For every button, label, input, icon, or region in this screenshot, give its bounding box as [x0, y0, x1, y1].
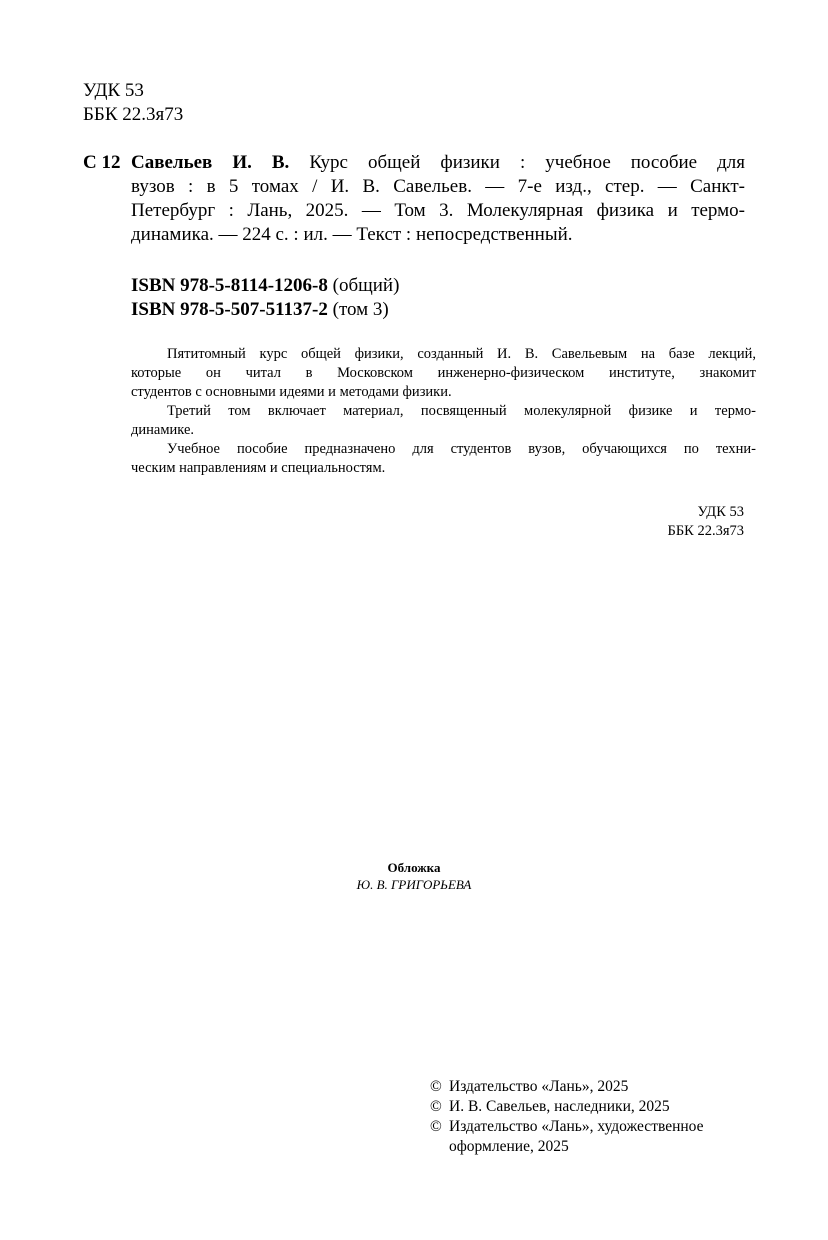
copyright-text: оформление, 2025: [449, 1138, 569, 1155]
cover-label: Обложка: [387, 860, 441, 875]
copyright-symbol: ©: [430, 1098, 442, 1115]
annotation-line: динамике.: [131, 422, 195, 438]
biblio-line: вузов : в 5 томах / И. В. Савельев. — 7-е изд., стер. — Санкт-: [131, 176, 745, 197]
cover-credit: [0, 859, 828, 893]
annotation-line: Третий том включает материал, посвященный молекулярной физике и термо-: [167, 403, 756, 419]
copyright-text: И. В. Савельев, наследники, 2025: [449, 1098, 670, 1115]
copyright-line: [430, 1097, 703, 1117]
author-name: Савельев И. В.: [131, 152, 290, 173]
udk-bbk-header: [83, 79, 183, 127]
udk-code: УДК 53: [83, 80, 144, 101]
isbn-line: [131, 298, 399, 322]
isbn-number: ISBN 978-5-507-51137-2: [131, 299, 328, 320]
author-cipher: С 12: [83, 152, 121, 173]
annotation-line: студентов с основными идеями и методами физики.: [131, 384, 452, 400]
isbn-block: [131, 274, 399, 322]
udk-bbk-footer: [668, 503, 745, 541]
udk-code: УДК 53: [697, 504, 744, 520]
bbk-code: ББК 22.3я73: [83, 104, 184, 125]
isbn-note: (том 3): [332, 299, 389, 320]
biblio-line: динамика. — 224 с. : ил. — Текст : непосредственный.: [131, 224, 573, 245]
annotation-line: которые он читал в Московском инженерно-физическом институте, знакомит: [131, 365, 756, 381]
annotation-line: Учебное пособие предназначено для студентов вузов, обучающихся по техни-: [167, 441, 756, 457]
copyright-symbol: ©: [430, 1078, 442, 1095]
copyright-symbol: ©: [430, 1118, 442, 1135]
isbn-note: (общий): [332, 275, 400, 296]
copyright-text: Издательство «Лань», художественное: [449, 1118, 704, 1135]
cover-designer: Ю. В. ГРИГОРЬЕВА: [356, 877, 472, 892]
copyright-line: [430, 1137, 703, 1157]
isbn-line: [131, 274, 399, 298]
biblio-title: Курс общей физики : учебное пособие для: [309, 152, 745, 173]
bbk-code: ББК 22.3я73: [667, 523, 744, 539]
biblio-line: [131, 151, 745, 175]
copyright-line: [430, 1077, 703, 1097]
biblio-line: Петербург : Лань, 2025. — Том 3. Молекулярная физика и термо-: [131, 200, 745, 221]
annotation-line: Пятитомный курс общей физики, созданный И. В. Савельевым на базе лекций,: [167, 346, 756, 362]
annotation: [131, 345, 756, 478]
annotation-line: ческим направлениям и специальностям.: [131, 460, 386, 476]
bibliographic-description: [131, 151, 745, 247]
copyright-block: [430, 1077, 703, 1157]
copyright-text: Издательство «Лань», 2025: [449, 1078, 629, 1095]
isbn-number: ISBN 978-5-8114-1206-8: [131, 275, 328, 296]
copyright-line: [430, 1117, 703, 1137]
